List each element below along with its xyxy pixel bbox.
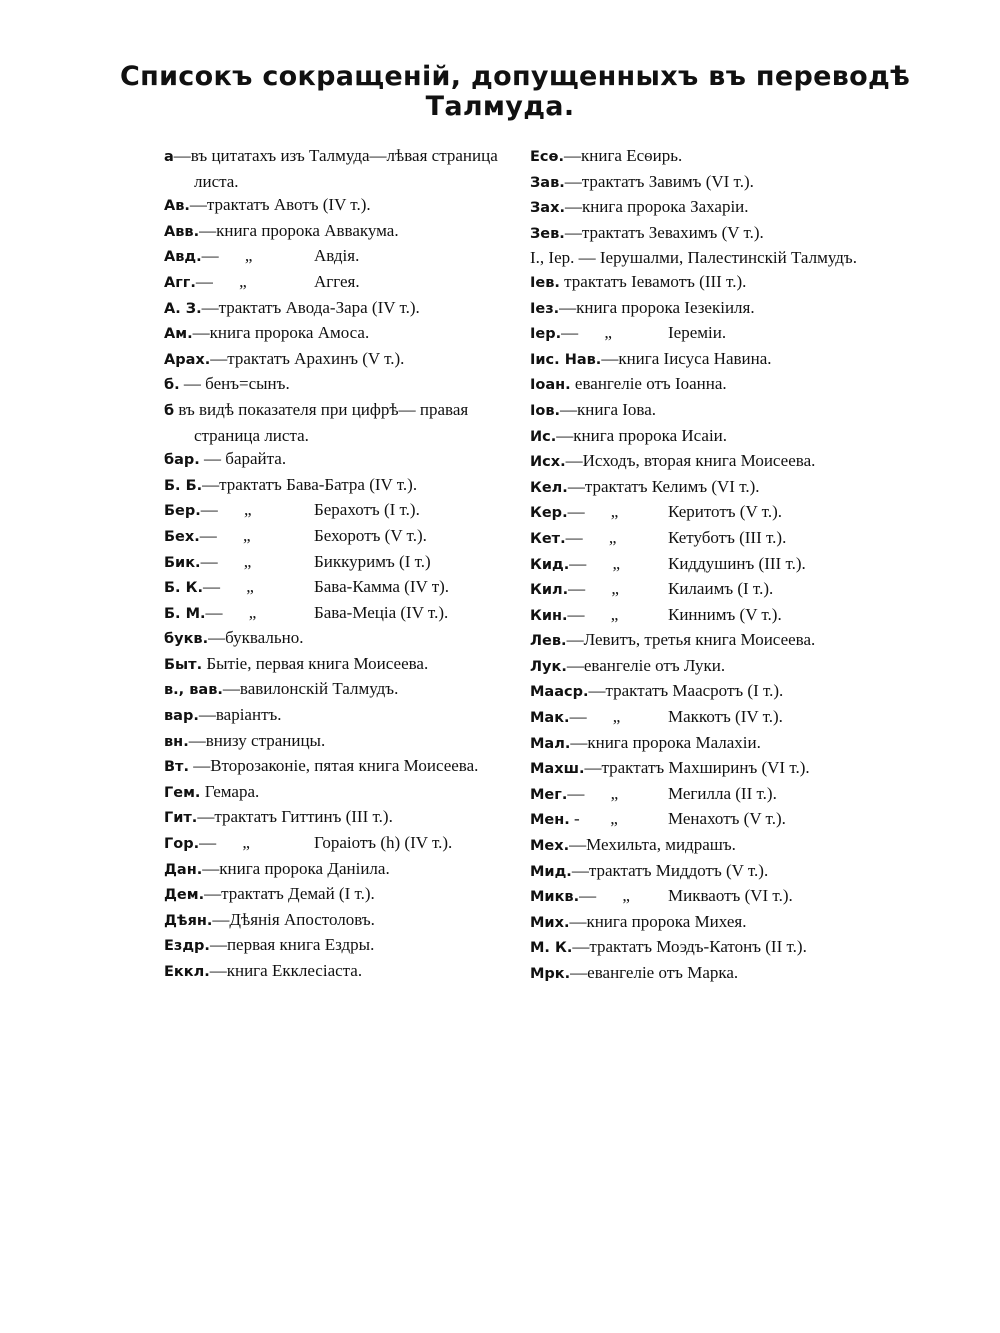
- abbreviation-term: а: [164, 149, 174, 165]
- page-title: [120, 61, 911, 122]
- abbreviation-term: Лев.: [530, 633, 567, 650]
- abbreviation-definition: Киннимъ (V т.).: [668, 604, 782, 624]
- abbreviation-definition: Берахотъ (I т.).: [314, 500, 420, 520]
- ditto-mark: „: [244, 246, 253, 266]
- abbreviation-separator: —: [188, 730, 206, 750]
- abbreviation-separator: —: [584, 758, 602, 778]
- abbreviation-separator: —: [199, 449, 226, 469]
- abbreviation-definition: барайта.: [225, 449, 287, 469]
- abbreviation-definition: трактатъ Миддотъ (V т.).: [588, 860, 769, 880]
- ditto-mark: „: [242, 525, 251, 545]
- ditto-mark: „: [612, 553, 620, 573]
- abbreviation-definition: Бехоротъ (V т.).: [314, 525, 427, 545]
- ditto-mark: „: [246, 577, 254, 597]
- abbreviation-separator: —: [201, 246, 219, 266]
- abbreviation-definition: трактатъ Махширинъ (VI т.).: [601, 758, 810, 778]
- abbreviation-term: Зав.: [530, 174, 565, 191]
- ditto-mark: „: [608, 527, 617, 547]
- abbreviation-term: Б. М.: [164, 605, 206, 622]
- abbreviation-entry: [164, 857, 514, 883]
- abbreviation-term: Зев.: [530, 225, 565, 242]
- abbreviation-definition: книга пророка Михея.: [586, 911, 747, 931]
- page-title-line-2: Талмуда.: [425, 91, 575, 122]
- abbreviation-definition: I., Iер. — Iерушалми, Палестинскій Талмудъ.: [530, 248, 857, 268]
- abbreviation-entry: [164, 193, 514, 219]
- abbreviation-definition: Киддушинъ (III т.).: [668, 553, 806, 573]
- abbreviation-definition: книга пророка Аввакума.: [216, 220, 399, 240]
- abbreviation-separator: —: [209, 935, 227, 955]
- abbreviation-term: Мак.: [530, 710, 570, 727]
- abbreviation-term: Есѳ.: [530, 149, 564, 165]
- abbreviation-separator: —: [579, 886, 597, 906]
- abbreviation-term: Быт.: [164, 656, 203, 673]
- abbreviation-entry: [164, 652, 514, 678]
- abbreviation-definition: евангеліе отъ Iоанна.: [574, 374, 727, 394]
- abbreviation-term: А. З.: [164, 300, 202, 317]
- abbreviation-entry: [164, 498, 514, 524]
- abbreviation-definition: трактатъ Арахинъ (V т.).: [227, 348, 405, 368]
- abbreviation-entry: [164, 321, 514, 347]
- abbreviation-definition: Бава-Меціа (IV т.).: [314, 602, 449, 622]
- abbreviation-term: Iис. Нав.: [530, 351, 602, 368]
- abbreviation-term: бар.: [164, 452, 200, 469]
- abbreviation-term: букв.: [164, 631, 209, 648]
- abbreviation-entry: [530, 296, 880, 322]
- abbreviation-separator: —: [572, 937, 590, 957]
- abbreviation-term: Зах.: [530, 200, 565, 217]
- abbreviation-entry: [530, 552, 880, 578]
- abbreviation-definition: евангеліе отъ Марка.: [587, 963, 739, 982]
- abbreviation-separator: —: [563, 146, 581, 165]
- abbreviation-definition: книга пророка Амоса.: [209, 323, 370, 343]
- abbreviation-separator: —: [567, 502, 585, 522]
- abbreviation-entry: [530, 347, 880, 373]
- abbreviation-definition: трактатъ Авода-Зара (IV т.).: [218, 297, 420, 317]
- abbreviation-separator: —: [205, 602, 223, 622]
- abbreviation-term: Гем.: [164, 784, 201, 801]
- abbreviation-entry: [164, 270, 514, 296]
- abbreviation-entry: [530, 577, 880, 603]
- abbreviation-entry: [530, 144, 880, 170]
- abbreviation-definition: варіантъ.: [215, 705, 282, 725]
- abbreviation-column-right: [530, 144, 880, 987]
- abbreviation-separator: -: [569, 809, 584, 829]
- abbreviation-term: Iез.: [530, 300, 560, 317]
- abbreviation-definition: Керитотъ (V т.).: [668, 502, 782, 522]
- abbreviation-definition: Гемара.: [204, 781, 260, 801]
- abbreviation-term: б.: [164, 377, 180, 394]
- abbreviation-term: Ав.: [164, 198, 190, 215]
- abbreviation-column-left: [164, 144, 514, 985]
- abbreviation-term: Авд.: [164, 249, 202, 266]
- abbreviation-definition: внизу страницы.: [205, 730, 326, 750]
- abbreviation-separator: —: [567, 476, 585, 496]
- abbreviation-entry: [530, 603, 880, 629]
- abbreviation-entry: [164, 347, 514, 373]
- abbreviation-separator: —: [212, 909, 230, 929]
- abbreviation-entry: [164, 626, 514, 652]
- abbreviation-entry: [530, 910, 880, 936]
- abbreviation-definition: Авдія.: [314, 246, 360, 266]
- abbreviation-entry: [164, 296, 514, 322]
- abbreviation-definition: трактатъ Завимъ (VI т.).: [581, 171, 754, 191]
- abbreviation-separator: —: [199, 220, 217, 240]
- abbreviation-term: Бер.: [164, 503, 201, 520]
- abbreviation-entry: [164, 933, 514, 959]
- abbreviation-term: Б. Б.: [164, 477, 203, 494]
- abbreviation-entry: [530, 246, 880, 270]
- abbreviation-separator: —: [197, 807, 215, 827]
- abbreviation-definition: Кетуботъ (III т.).: [668, 527, 787, 547]
- abbreviation-separator: —: [569, 835, 587, 855]
- abbreviation-entry: [164, 398, 514, 447]
- abbreviation-separator: —: [564, 222, 582, 242]
- abbreviation-term: Мид.: [530, 863, 572, 880]
- abbreviation-term: б: [164, 402, 175, 419]
- abbreviation-definition: Биккуримъ (I т.): [314, 551, 431, 571]
- abbreviation-term: Ездр.: [164, 938, 210, 955]
- abbreviation-definition: книга пророка Исаіи.: [573, 425, 728, 445]
- abbreviation-entry: [530, 859, 880, 885]
- abbreviation-term: Кид.: [530, 556, 570, 573]
- abbreviation-separator: —: [200, 551, 218, 571]
- abbreviation-separator: —: [202, 577, 220, 597]
- abbreviation-separator: —: [222, 679, 240, 699]
- abbreviation-separator: —: [173, 146, 191, 165]
- abbreviation-term: Мен.: [530, 812, 570, 829]
- abbreviation-term: Дан.: [164, 861, 203, 878]
- abbreviation-definition: трактатъ Iевамотъ (III т.).: [564, 271, 747, 291]
- abbreviation-definition: Левитъ, третья книга Моисеева.: [583, 630, 816, 650]
- abbreviation-separator: —: [202, 858, 220, 878]
- abbreviation-term: Гор.: [164, 836, 200, 853]
- abbreviation-entry: [164, 447, 514, 473]
- abbreviation-entry: [164, 473, 514, 499]
- abbreviation-definition: трактатъ Моэдъ-Катонъ (II т.).: [589, 937, 807, 957]
- abbreviation-separator: —: [601, 348, 619, 368]
- abbreviation-entry: [530, 833, 880, 859]
- abbreviation-entry: [164, 703, 514, 729]
- abbreviation-term: Арах.: [164, 351, 211, 368]
- abbreviation-term: Мал.: [530, 735, 571, 752]
- abbreviation-entry: [530, 424, 880, 450]
- abbreviation-definition: Бытіе, первая книга Моисеева.: [206, 653, 429, 673]
- abbreviation-term: Б. К.: [164, 580, 203, 597]
- abbreviation-entry: [530, 782, 880, 808]
- abbreviation-separator: —: [200, 500, 218, 520]
- ditto-mark: „: [610, 604, 619, 624]
- abbreviation-entry: [164, 831, 514, 857]
- abbreviation-entry: [164, 219, 514, 245]
- ditto-mark: „: [244, 500, 252, 520]
- abbreviation-separator: —: [192, 323, 210, 343]
- abbreviation-separator: —: [560, 399, 578, 419]
- abbreviation-entry: [530, 654, 880, 680]
- abbreviation-separator: —: [569, 707, 587, 727]
- abbreviation-entry: [530, 756, 880, 782]
- abbreviation-definition: вавилонскій Талмудъ.: [239, 679, 399, 699]
- abbreviation-entry: [164, 677, 514, 703]
- abbreviation-separator: —: [568, 579, 586, 599]
- abbreviation-entry: [530, 500, 880, 526]
- abbreviation-definition: трактатъ Маасротъ (I т.).: [605, 681, 784, 701]
- abbreviation-term: Бех.: [164, 528, 200, 545]
- abbreviation-separator: —: [571, 860, 589, 880]
- abbreviation-definition: трактатъ Демай (I т.).: [221, 884, 375, 904]
- abbreviation-entry: [164, 959, 514, 985]
- abbreviation-separator: —: [199, 525, 217, 545]
- page-title-line-1: Списокъ сокращеній, допущенныхъ въ переводѣ: [120, 61, 911, 92]
- ditto-mark: „: [242, 833, 250, 853]
- abbreviation-entry: [530, 526, 880, 552]
- ditto-mark: „: [604, 323, 612, 343]
- abbreviation-entry: [530, 628, 880, 654]
- abbreviation-definition: Гораіотъ (h) (IV т.).: [314, 833, 453, 853]
- abbreviation-term: Агг.: [164, 274, 196, 291]
- abbreviation-definition: въ видѣ показателя при цифрѣ— правая страница листа.: [178, 399, 469, 445]
- abbreviation-separator: —: [199, 833, 217, 853]
- abbreviation-definition: Мегилла (II т.).: [668, 783, 777, 803]
- abbreviation-entry: [530, 961, 880, 987]
- abbreviation-definition: Мехильта, мидрашъ.: [586, 835, 736, 855]
- abbreviation-entry: [530, 270, 880, 296]
- abbreviation-entry: [164, 575, 514, 601]
- abbreviation-separator: —: [565, 451, 583, 471]
- abbreviation-term: вар.: [164, 708, 199, 725]
- abbreviation-term: Авв.: [164, 223, 200, 240]
- abbreviation-definition: Бава-Камма (IV т).: [314, 577, 450, 597]
- abbreviation-entry: [530, 321, 880, 347]
- ditto-mark: „: [610, 783, 619, 803]
- abbreviation-definition: книга Iисуса Навина.: [618, 348, 772, 368]
- abbreviation-term: Кил.: [530, 582, 569, 599]
- abbreviation-term: Кел.: [530, 479, 568, 496]
- abbreviation-separator: —: [565, 527, 583, 547]
- abbreviation-term: Гит.: [164, 810, 198, 827]
- abbreviation-term: Мрк.: [530, 966, 571, 982]
- abbreviation-term: Мааср.: [530, 684, 589, 701]
- abbreviation-definition: Iереміи.: [668, 323, 727, 343]
- abbreviation-separator: —: [588, 681, 606, 701]
- abbreviation-term: Кин.: [530, 607, 568, 624]
- abbreviation-separator: —: [209, 961, 227, 980]
- abbreviation-term: в., вав.: [164, 682, 223, 699]
- abbreviation-entry: [530, 679, 880, 705]
- abbreviation-definition: книга Екклесіаста.: [226, 961, 363, 980]
- ditto-mark: „: [248, 602, 257, 622]
- abbreviation-definition: книга Iова.: [577, 399, 657, 419]
- abbreviation-separator: —: [561, 323, 579, 343]
- abbreviation-term: Iоан.: [530, 377, 571, 394]
- abbreviation-separator: —: [566, 655, 584, 675]
- abbreviation-term: Кет.: [530, 530, 566, 547]
- abbreviation-term: Мег.: [530, 786, 568, 803]
- abbreviation-term: Кер.: [530, 505, 568, 522]
- abbreviation-separator: —: [569, 553, 587, 573]
- abbreviation-definition: Второзаконіе, пятая книга Моисеева.: [210, 756, 479, 776]
- abbreviation-separator: —: [564, 197, 582, 217]
- abbreviation-definition: книга пророка Малахіи.: [587, 732, 761, 752]
- ditto-mark: „: [610, 809, 618, 829]
- abbreviation-entry: [530, 935, 880, 961]
- abbreviation-entry: [164, 372, 514, 398]
- abbreviation-separator: —: [210, 348, 228, 368]
- abbreviation-entry: [530, 807, 880, 833]
- abbreviation-term: Ам.: [164, 326, 193, 343]
- abbreviation-separator: —: [179, 374, 206, 394]
- abbreviation-term: Бик.: [164, 554, 201, 571]
- abbreviation-entry: [530, 731, 880, 757]
- abbreviation-definition: буквально.: [225, 628, 304, 648]
- abbreviation-entry: [530, 705, 880, 731]
- abbreviation-definition: трактатъ Келимъ (VI т.).: [584, 476, 760, 496]
- abbreviation-definition: трактатъ Гиттинъ (III т.).: [214, 807, 393, 827]
- abbreviation-term: Iер.: [530, 326, 562, 343]
- abbreviation-entry: [164, 601, 514, 627]
- abbreviation-definition: Исходъ, вторая книга Моисеева.: [582, 451, 816, 471]
- abbreviation-separator: —: [569, 911, 587, 931]
- abbreviation-separator: —: [204, 884, 222, 904]
- abbreviation-term: Мех.: [530, 838, 570, 855]
- abbreviation-definition: евангеліе отъ Луки.: [583, 655, 726, 675]
- abbreviation-term: Дем.: [164, 887, 205, 904]
- abbreviation-term: Махш.: [530, 761, 585, 778]
- abbreviation-definition: Дѣянія Апостоловъ.: [229, 909, 375, 929]
- abbreviation-separator: —: [208, 628, 226, 648]
- abbreviation-term: Лук.: [530, 658, 567, 675]
- abbreviation-definition: бенъ=сынъ.: [205, 374, 290, 394]
- abbreviation-entry: [164, 805, 514, 831]
- abbreviation-term: Ис.: [530, 428, 557, 445]
- abbreviation-term: Iев.: [530, 274, 560, 291]
- abbreviation-definition: трактатъ Авотъ (IV т.).: [206, 195, 371, 215]
- abbreviation-entry: [530, 475, 880, 501]
- abbreviation-entry: [164, 550, 514, 576]
- abbreviation-separator: —: [570, 963, 588, 982]
- abbreviation-separator: —: [567, 604, 585, 624]
- abbreviation-definition: книга пророка Iезекіиля.: [576, 297, 755, 317]
- abbreviation-separator: —: [198, 705, 216, 725]
- abbreviation-definition: книга пророка Даніила.: [219, 858, 390, 878]
- abbreviation-term: Iов.: [530, 402, 561, 419]
- abbreviation-definition: первая книга Ездры.: [226, 935, 375, 955]
- ditto-mark: „: [239, 271, 247, 291]
- abbreviation-separator: —: [189, 195, 207, 215]
- abbreviation-term: Исх.: [530, 454, 566, 471]
- abbreviation-separator: —: [195, 271, 213, 291]
- ditto-mark: „: [610, 502, 619, 522]
- abbreviation-entry: [530, 170, 880, 196]
- abbreviation-definition: трактатъ Бава-Батра (IV т.).: [219, 474, 418, 494]
- abbreviation-separator: —: [570, 732, 588, 752]
- abbreviation-entry: [530, 884, 880, 910]
- ditto-mark: „: [612, 707, 621, 727]
- abbreviation-term: Мих.: [530, 914, 570, 931]
- abbreviation-term: Вт.: [164, 759, 189, 776]
- abbreviation-definition: Менахотъ (V т.).: [668, 809, 786, 829]
- abbreviation-entry: [164, 729, 514, 755]
- abbreviation-separator: —: [567, 783, 585, 803]
- abbreviation-term: Дѣян.: [164, 912, 213, 929]
- abbreviation-definition: Микваотъ (VI т.).: [668, 886, 793, 906]
- abbreviation-entry: [164, 908, 514, 934]
- abbreviation-entry: [164, 754, 514, 780]
- abbreviation-entry: [530, 221, 880, 247]
- abbreviation-definition: Аггея.: [314, 271, 360, 291]
- abbreviation-term: Еккл.: [164, 964, 210, 980]
- abbreviation-entry: [530, 398, 880, 424]
- abbreviation-entry: [164, 244, 514, 270]
- abbreviation-definition: въ цитатахъ изъ Талмуда—лѣвая страница листа.: [190, 146, 498, 191]
- abbreviation-entry: [164, 144, 514, 193]
- ditto-mark: „: [611, 579, 619, 599]
- abbreviation-separator: —: [559, 297, 577, 317]
- abbreviation-term: М. К.: [530, 940, 573, 957]
- abbreviation-entry: [530, 195, 880, 221]
- abbreviation-definition: Маккотъ (IV т.).: [668, 707, 783, 727]
- abbreviation-separator: —: [188, 756, 211, 776]
- abbreviation-entry: [530, 372, 880, 398]
- abbreviation-entry: [530, 449, 880, 475]
- abbreviation-definition: книга пророка Захаріи.: [581, 197, 749, 217]
- abbreviation-separator: —: [564, 171, 582, 191]
- abbreviation-separator: —: [201, 297, 219, 317]
- abbreviation-separator: —: [566, 630, 584, 650]
- abbreviation-definition: Килаимъ (I т.).: [668, 579, 774, 599]
- abbreviation-term: вн.: [164, 733, 189, 750]
- abbreviation-entry: [164, 780, 514, 806]
- abbreviation-separator: —: [556, 425, 574, 445]
- abbreviation-term: Микв.: [530, 889, 580, 906]
- ditto-mark: „: [622, 886, 630, 906]
- ditto-mark: „: [243, 551, 252, 571]
- abbreviation-entry: [164, 882, 514, 908]
- abbreviation-separator: —: [202, 474, 220, 494]
- abbreviation-entry: [164, 524, 514, 550]
- abbreviation-definition: книга Есѳирь.: [580, 146, 683, 165]
- abbreviation-definition: трактатъ Зевахимъ (V т.).: [581, 222, 764, 242]
